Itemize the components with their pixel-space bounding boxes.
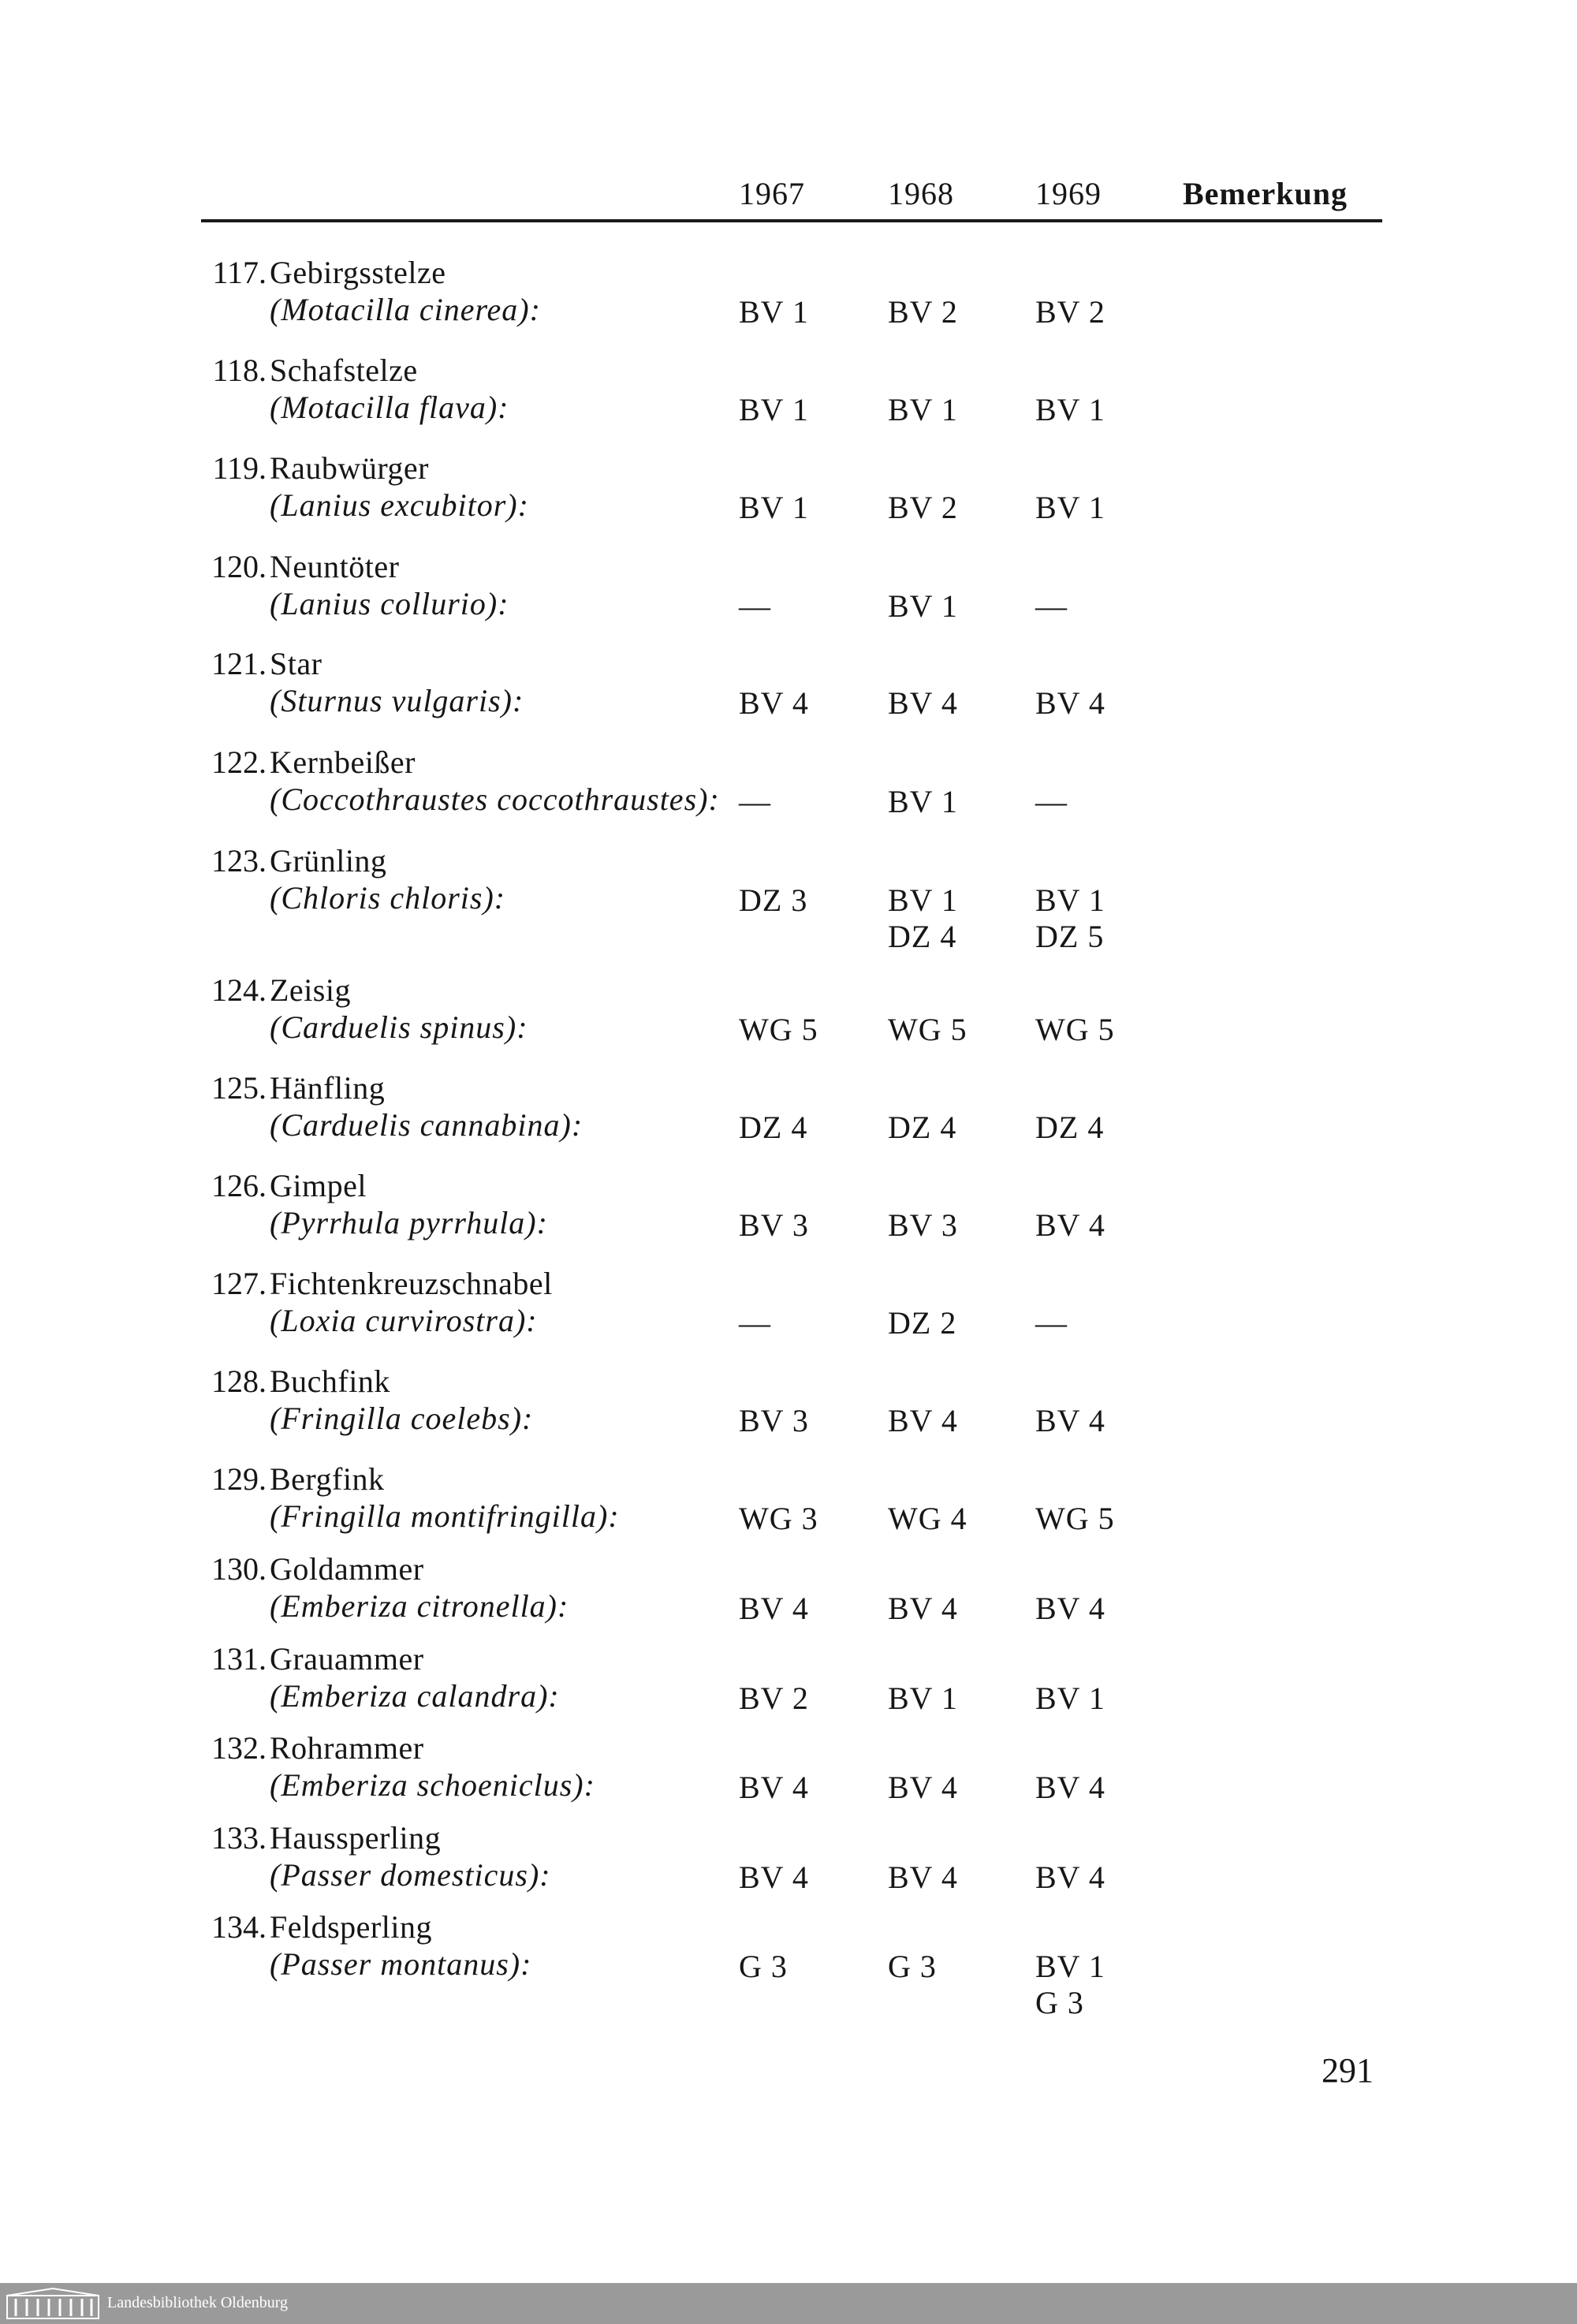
value-1967: BV 1 bbox=[739, 392, 809, 427]
value-1969: BV 1 bbox=[1035, 1681, 1105, 1716]
species-latin-name: (Fringilla coelebs): bbox=[270, 1401, 534, 1436]
species-latin-name: (Loxia curvirostra): bbox=[270, 1303, 538, 1338]
value-1968: BV 1 bbox=[888, 588, 958, 624]
value-1968: WG 4 bbox=[888, 1501, 967, 1536]
species-common-name: Gimpel bbox=[270, 1168, 367, 1203]
value-1967: G 3 bbox=[739, 1949, 788, 1984]
value-1967: BV 1 bbox=[739, 294, 809, 330]
species-common-name: Bergfink bbox=[270, 1461, 385, 1497]
species-common-name: Neuntöter bbox=[270, 549, 400, 584]
value-1968-extra: DZ 4 bbox=[888, 919, 957, 954]
species-number: 119. bbox=[212, 450, 267, 486]
value-1969: BV 1 bbox=[1035, 882, 1105, 918]
species-common-name: Goldammer bbox=[270, 1551, 424, 1587]
value-1967: — bbox=[739, 784, 771, 819]
species-number: 123. bbox=[211, 843, 267, 878]
species-common-name: Star bbox=[270, 646, 322, 681]
species-common-name: Rohrammer bbox=[270, 1730, 424, 1766]
species-latin-name: (Chloris chloris): bbox=[270, 880, 506, 916]
value-1968: BV 4 bbox=[888, 685, 958, 721]
value-1967: BV 1 bbox=[739, 490, 809, 525]
value-1968: BV 4 bbox=[888, 1770, 958, 1805]
species-number: 131. bbox=[211, 1641, 267, 1677]
species-latin-name: (Carduelis spinus): bbox=[270, 1009, 528, 1045]
header-rule bbox=[201, 219, 1382, 222]
value-1969: BV 1 bbox=[1035, 392, 1105, 427]
value-1969: WG 5 bbox=[1035, 1012, 1115, 1047]
species-number: 120. bbox=[211, 549, 267, 584]
value-1969: WG 5 bbox=[1035, 1501, 1115, 1536]
species-number: 126. bbox=[211, 1168, 267, 1203]
species-number: 134. bbox=[211, 1909, 267, 1945]
header-1967: 1967 bbox=[739, 176, 805, 211]
value-1968: BV 4 bbox=[888, 1860, 958, 1895]
species-latin-name: (Passer montanus): bbox=[270, 1946, 532, 1982]
value-1967: DZ 4 bbox=[739, 1110, 808, 1145]
value-1968: BV 1 bbox=[888, 392, 958, 427]
value-1968: DZ 4 bbox=[888, 1110, 957, 1145]
species-number: 127. bbox=[211, 1266, 267, 1301]
value-1968: BV 2 bbox=[888, 294, 958, 330]
header-remark: Bemerkung bbox=[1183, 176, 1348, 211]
species-number: 117. bbox=[212, 255, 267, 290]
species-latin-name: (Coccothraustes coccothraustes): bbox=[270, 782, 720, 817]
value-1969: — bbox=[1035, 588, 1068, 624]
species-common-name: Buchfink bbox=[270, 1363, 390, 1399]
value-1969: BV 4 bbox=[1035, 1591, 1105, 1626]
value-1969: BV 4 bbox=[1035, 1770, 1105, 1805]
value-1967: — bbox=[739, 588, 771, 624]
value-1968: WG 5 bbox=[888, 1012, 967, 1047]
value-1967: BV 4 bbox=[739, 1591, 809, 1626]
species-number: 124. bbox=[211, 972, 267, 1008]
footer-bar bbox=[0, 2283, 1577, 2324]
species-common-name: Zeisig bbox=[270, 972, 351, 1008]
species-latin-name: (Sturnus vulgaris): bbox=[270, 683, 524, 718]
species-common-name: Fichtenkreuzschnabel bbox=[270, 1266, 553, 1301]
value-1969: — bbox=[1035, 784, 1068, 819]
species-common-name: Feldsperling bbox=[270, 1909, 432, 1945]
species-latin-name: (Fringilla montifringilla): bbox=[270, 1498, 620, 1534]
value-1969: BV 4 bbox=[1035, 1403, 1105, 1438]
species-latin-name: (Motacilla cinerea): bbox=[270, 292, 541, 327]
species-latin-name: (Motacilla flava): bbox=[270, 390, 509, 425]
species-number: 128. bbox=[211, 1363, 267, 1399]
species-common-name: Gebirgsstelze bbox=[270, 255, 446, 290]
value-1967: WG 5 bbox=[739, 1012, 818, 1047]
value-1969: BV 4 bbox=[1035, 1207, 1105, 1243]
value-1967: DZ 3 bbox=[739, 882, 808, 918]
species-common-name: Haussperling bbox=[270, 1820, 442, 1856]
value-1968: BV 1 bbox=[888, 1681, 958, 1716]
species-number: 125. bbox=[211, 1070, 267, 1106]
value-1968: BV 4 bbox=[888, 1403, 958, 1438]
value-1969: BV 4 bbox=[1035, 685, 1105, 721]
species-number: 121. bbox=[211, 646, 267, 681]
species-common-name: Grünling bbox=[270, 843, 387, 878]
species-common-name: Grauammer bbox=[270, 1641, 424, 1677]
species-number: 118. bbox=[212, 353, 267, 388]
species-latin-name: (Emberiza citronella): bbox=[270, 1588, 569, 1624]
value-1969-extra: G 3 bbox=[1035, 1985, 1084, 2020]
species-number: 129. bbox=[211, 1461, 267, 1497]
value-1969: BV 1 bbox=[1035, 1949, 1105, 1984]
value-1967: BV 4 bbox=[739, 1770, 809, 1805]
value-1967: BV 3 bbox=[739, 1403, 809, 1438]
value-1967: BV 3 bbox=[739, 1207, 809, 1243]
species-latin-name: (Carduelis cannabina): bbox=[270, 1107, 583, 1143]
species-number: 130. bbox=[211, 1551, 267, 1587]
library-building-icon bbox=[6, 2288, 99, 2319]
value-1968: BV 1 bbox=[888, 882, 958, 918]
value-1969-extra: DZ 5 bbox=[1035, 919, 1105, 954]
value-1969: DZ 4 bbox=[1035, 1110, 1105, 1145]
value-1967: BV 4 bbox=[739, 685, 809, 721]
value-1969: BV 1 bbox=[1035, 490, 1105, 525]
footer-library-name: Landesbibliothek Oldenburg bbox=[107, 2294, 289, 2311]
value-1967: WG 3 bbox=[739, 1501, 818, 1536]
species-number: 122. bbox=[211, 744, 267, 780]
value-1967: BV 2 bbox=[739, 1681, 809, 1716]
header-1969: 1969 bbox=[1035, 176, 1102, 211]
value-1967: BV 4 bbox=[739, 1860, 809, 1895]
value-1968: G 3 bbox=[888, 1949, 937, 1984]
value-1969: — bbox=[1035, 1305, 1068, 1341]
page-number: 291 bbox=[1322, 2051, 1374, 2090]
species-number: 132. bbox=[211, 1730, 267, 1766]
value-1969: BV 2 bbox=[1035, 294, 1105, 330]
species-latin-name: (Lanius collurio): bbox=[270, 586, 509, 621]
species-common-name: Raubwürger bbox=[270, 450, 429, 486]
species-latin-name: (Lanius excubitor): bbox=[270, 487, 529, 523]
species-number: 133. bbox=[211, 1820, 267, 1856]
value-1969: BV 4 bbox=[1035, 1860, 1105, 1895]
species-common-name: Hänfling bbox=[270, 1070, 386, 1106]
header-1968: 1968 bbox=[888, 176, 954, 211]
species-latin-name: (Passer domesticus): bbox=[270, 1857, 551, 1893]
value-1968: BV 4 bbox=[888, 1591, 958, 1626]
value-1968: BV 2 bbox=[888, 490, 958, 525]
species-latin-name: (Emberiza schoeniclus): bbox=[270, 1767, 595, 1803]
value-1968: DZ 2 bbox=[888, 1305, 957, 1341]
value-1968: BV 1 bbox=[888, 784, 958, 819]
species-common-name: Schafstelze bbox=[270, 353, 418, 388]
value-1968: BV 3 bbox=[888, 1207, 958, 1243]
species-common-name: Kernbeißer bbox=[270, 744, 416, 780]
species-latin-name: (Emberiza calandra): bbox=[270, 1678, 560, 1714]
value-1967: — bbox=[739, 1305, 771, 1341]
species-latin-name: (Pyrrhula pyrrhula): bbox=[270, 1205, 548, 1240]
